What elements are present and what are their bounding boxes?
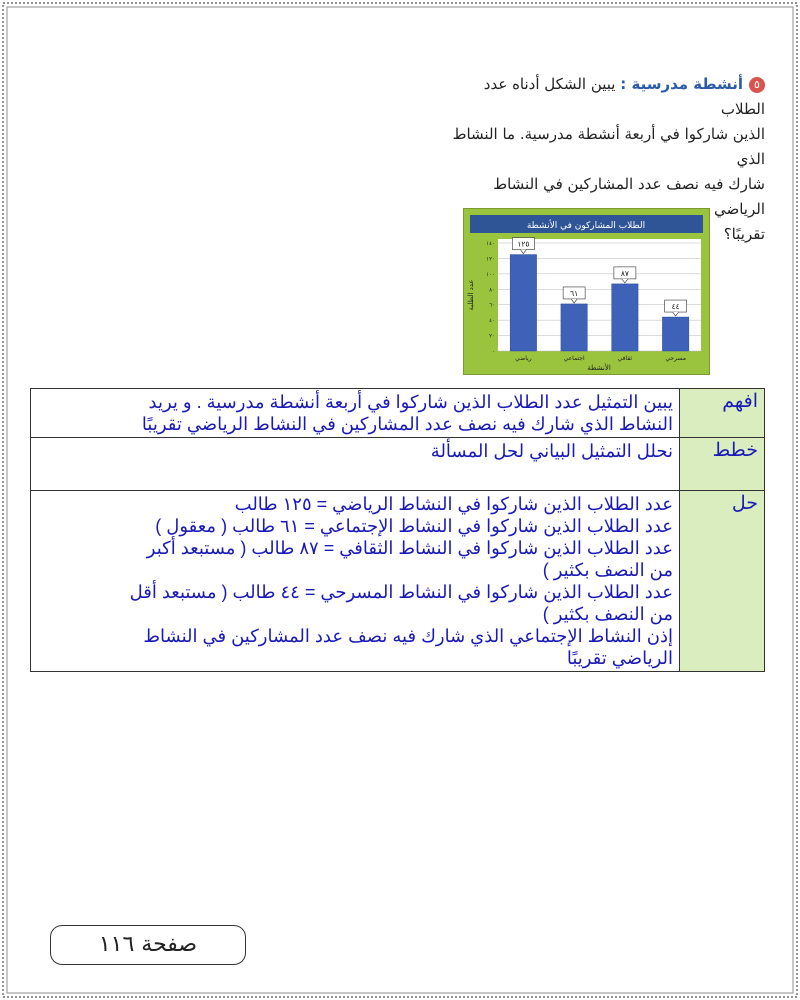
content-line: عدد الطلاب الذين شاركوا في النشاط الإجتماعي = ٦١ طالب ( معقول ) xyxy=(155,516,673,536)
content-line: من النصف بكثير ) xyxy=(542,560,673,580)
content-line: عدد الطلاب الذين شاركوا في النشاط الرياضي = ١٢٥ طالب xyxy=(234,494,673,514)
x-tick-label: رياضي xyxy=(515,355,532,362)
solution-table xyxy=(30,388,765,672)
content-line: عدد الطلاب الذين شاركوا في النشاط المسرحي = ٤٤ طالب ( مستبعد أقل xyxy=(129,582,673,602)
y-tick-label: ٦٠ xyxy=(489,302,495,309)
table-row-plan xyxy=(31,438,765,491)
problem-heading: أنشطة مدرسية : xyxy=(620,75,743,93)
bar xyxy=(612,284,638,351)
row-content xyxy=(31,438,680,491)
row-label: افهم xyxy=(680,389,765,438)
bar xyxy=(510,255,536,351)
row-label: خطط xyxy=(680,438,765,491)
row-label: حل xyxy=(680,491,765,672)
problem-number: ٥ xyxy=(749,77,765,93)
y-tick-label: ١٢٠ xyxy=(486,256,495,263)
problem-text: شارك فيه نصف عدد المشاركين في النشاط الرياضي xyxy=(493,175,765,218)
y-tick-label: ٨٠ xyxy=(489,287,495,294)
problem-text: الذين شاركوا في أربعة أنشطة مدرسية. ما النشاط الذي xyxy=(452,125,765,168)
problem-line xyxy=(440,72,765,122)
table-row-solve xyxy=(31,491,765,672)
content-line: النشاط الذي شارك فيه نصف عدد المشاركين في النشاط الرياضي تقريبًا xyxy=(141,414,673,434)
data-label: ١٢٥ xyxy=(517,239,530,249)
data-label: ٦١ xyxy=(570,288,579,298)
problem-text: تقريبًا؟ xyxy=(723,225,765,243)
x-axis-label: الأنشطة xyxy=(587,364,611,372)
content-line: نحلل التمثيل البياني لحل المسألة xyxy=(430,441,673,461)
data-label: ٨٧ xyxy=(620,268,629,278)
row-content xyxy=(31,389,680,438)
y-tick-label: ١٠٠ xyxy=(486,271,495,278)
row-content xyxy=(31,491,680,672)
content-line: إذن النشاط الإجتماعي الذي شارك فيه نصف عدد المشاركين في النشاط xyxy=(143,626,673,646)
content-line: من النصف بكثير ) xyxy=(542,604,673,624)
problem-text: يبين الشكل أدناه عدد الطلاب xyxy=(483,75,765,118)
x-tick-label: ثقافي xyxy=(617,355,633,362)
chart-title: الطلاب المشاركون في الأنشطة xyxy=(526,221,646,231)
page-number: صفحة ١١٦ xyxy=(50,925,246,965)
data-label: ٤٤ xyxy=(671,302,680,312)
bar xyxy=(561,304,587,351)
bar-chart xyxy=(463,208,710,375)
y-tick-label: ١٤٠ xyxy=(486,241,495,247)
content-line: عدد الطلاب الذين شاركوا في النشاط الثقافي = ٨٧ طالب ( مستبعد أكبر xyxy=(146,538,673,558)
x-tick-label: مسرحي xyxy=(665,355,686,362)
y-axis-label: عدد الطلبة xyxy=(467,279,475,311)
y-tick-label: ٠ xyxy=(492,349,495,355)
y-tick-label: ٢٠ xyxy=(489,333,495,340)
x-tick-label: اجتماعي xyxy=(563,355,585,362)
content-line: الرياضي تقريبًا xyxy=(566,648,673,668)
table-row-understand xyxy=(31,389,765,438)
y-tick-label: ٤٠ xyxy=(489,318,495,325)
content-line: يبين التمثيل عدد الطلاب الذين شاركوا في أربعة أنشطة مدرسية . و يريد xyxy=(148,392,673,412)
bar xyxy=(662,317,688,351)
